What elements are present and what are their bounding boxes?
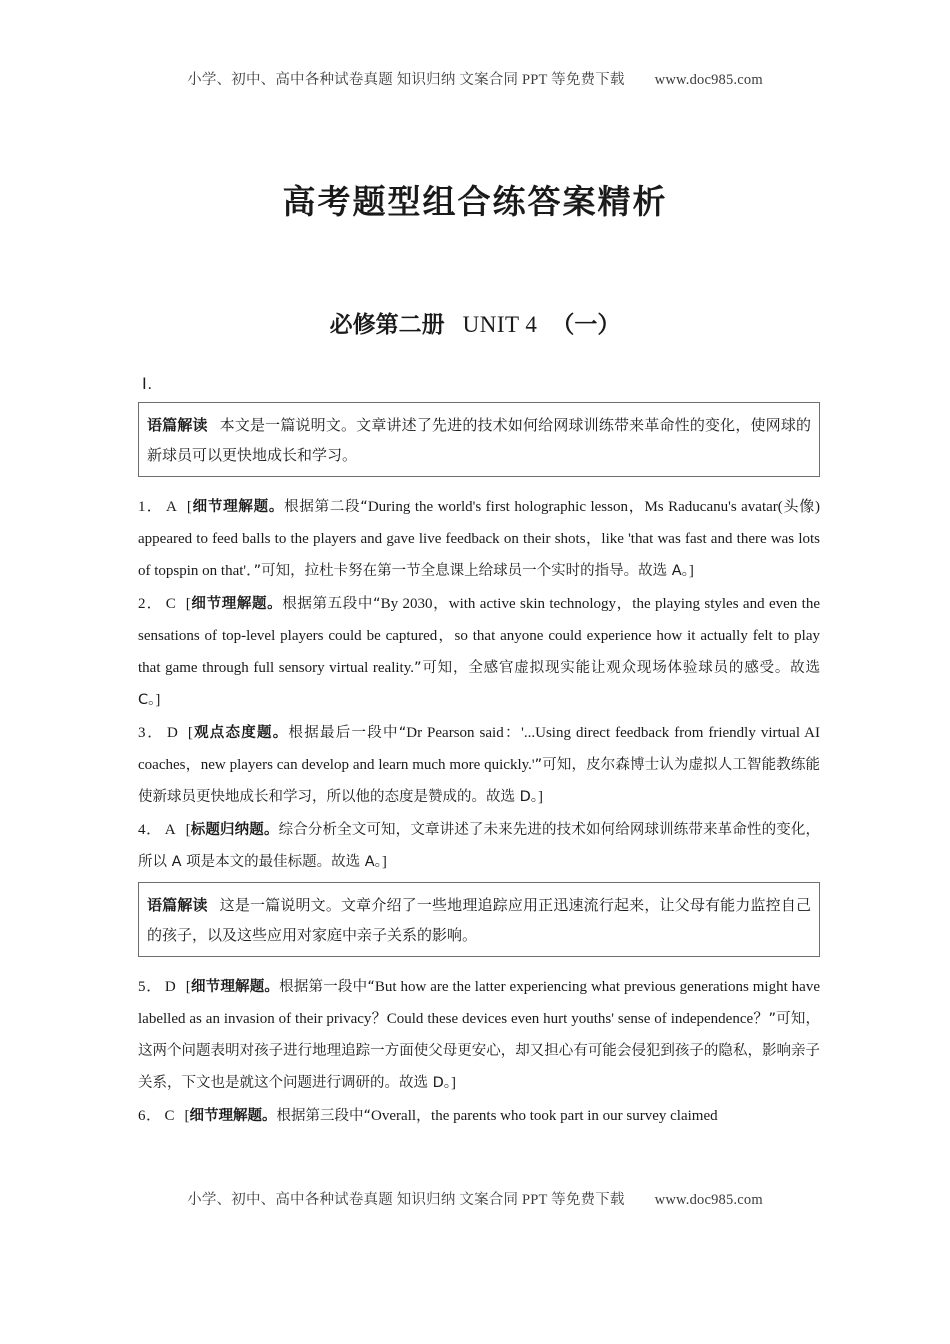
- answer-item: [138, 491, 820, 587]
- answer-analysis: 综合分析全文可知，文章讲述了未来先进的技术如何给网球训练带来革命性的变化，所以 A 项是本文的最佳标题。故选 A。: [138, 822, 821, 870]
- section-label: Ⅰ.: [142, 376, 153, 393]
- answer-number: 2．: [138, 596, 163, 612]
- gist-box: [138, 402, 820, 477]
- answer-item: [138, 717, 820, 813]
- answer-bracket-close: ]: [538, 789, 544, 805]
- answer-lead: 根据第二段“: [284, 499, 368, 515]
- answer-number: 5．: [138, 979, 162, 995]
- answer-analysis: 可知，拉杜卡努在第一节全息课上给球员一个实时的指导。故选 A。: [261, 563, 689, 579]
- answer-choice: A: [164, 822, 176, 838]
- answer-choice: D: [164, 979, 176, 995]
- answer-type: 细节理解题。: [189, 1108, 277, 1124]
- watermark-footer: [0, 1188, 950, 1209]
- answer-bracket-open: [: [185, 979, 191, 995]
- answer-choice: C: [164, 1108, 175, 1124]
- answer-item: [138, 588, 820, 716]
- answer-bracket-close: ]: [688, 563, 694, 579]
- answer-item: [138, 1100, 820, 1132]
- answer-quote-close: ”: [414, 660, 422, 676]
- answers-content: [138, 374, 820, 1133]
- subtitle-seq: （一）: [551, 311, 621, 338]
- answer-lead: 根据第五段中“: [282, 596, 381, 612]
- watermark-footer-text: 小学、初中、高中各种试卷真题 知识归纳 文案合同 PPT 等免费下载: [187, 1192, 625, 1208]
- answer-type: 细节理解题。: [190, 596, 283, 612]
- answer-quote: By 2030，with active skin technology，the playing styles and even the sensations of top-level players could be captured，so that anyone could experience how it actually felt to play that game through full sensory virtual reality.: [138, 596, 821, 676]
- watermark-header-text: 小学、初中、高中各种试卷真题 知识归纳 文案合同 PPT 等免费下载: [187, 72, 625, 88]
- answer-quote: Overall，the parents who took part in our survey claimed: [371, 1108, 718, 1124]
- answer-quote-close: ”: [253, 563, 262, 579]
- answer-lead: 根据第一段中“: [279, 979, 375, 995]
- answer-lead: 根据第三段中“: [276, 1108, 372, 1124]
- answer-bracket-close: ]: [381, 854, 387, 870]
- answer-analysis: 可知，皮尔森博士认为虚拟人工智能教练能使新球员更快地成长和学习，所以他的态度是赞成的。故选 D。: [138, 757, 821, 805]
- answer-choice: D: [166, 725, 178, 741]
- subtitle-book: 必修第二册: [329, 311, 445, 338]
- answer-number: 3．: [138, 725, 164, 741]
- watermark-header-site: www.doc985.com: [654, 72, 763, 88]
- answer-quote-close: ”: [768, 1011, 776, 1027]
- answer-quote-close: ”: [534, 757, 543, 773]
- subtitle-unit: UNIT 4: [462, 312, 538, 337]
- answer-item: [138, 814, 820, 878]
- answer-bracket-open: [: [185, 596, 191, 612]
- answer-type: 细节理解题。: [190, 979, 280, 995]
- answer-bracket-close: ]: [451, 1075, 457, 1091]
- answer-quote: But how are the latter experiencing what previous generations might have labelled as an invasion of their privacy？Could these devices even hurt youths' sense of independence？: [138, 979, 821, 1027]
- answer-number: 4．: [138, 822, 162, 838]
- watermark-header: [0, 68, 950, 89]
- answer-number: 6．: [138, 1108, 162, 1124]
- answer-bracket-close: ]: [155, 692, 161, 708]
- answer-item: [138, 971, 820, 1099]
- answer-analysis: 可知，这两个问题表明对孩子进行地理追踪一方面使父母更安心，却又担心有可能会侵犯到孩子的隐私，影响亲子关系，下文也是就这个问题进行调研的。故选 D。: [138, 1011, 820, 1091]
- answer-quote: Dr Pearson said：'...Using direct feedback from friendly virtual AI coaches，new players can develop and learn much more quickly.': [138, 725, 820, 773]
- answer-type: 观点态度题。: [192, 725, 289, 741]
- page-subtitle: [0, 306, 950, 339]
- answer-bracket-open: [: [187, 725, 193, 741]
- answer-lead: 根据最后一段中“: [288, 725, 407, 741]
- answer-quote: During the world's first holographic lesson，Ms Raducanu's avatar(头像) appeared to feed balls to the players and gave live feedback on their shots，like 'that was fast and there was lots of topspin on that'．: [138, 499, 821, 579]
- answer-bracket-open: [: [185, 822, 191, 838]
- gist-text: 这是一篇说明文。文章介绍了一些地理追踪应用正迅速流行起来，让父母有能力监控自己的孩子，以及这些应用对家庭中亲子关系的影响。: [147, 896, 811, 944]
- gist-label: 语篇解读: [147, 896, 208, 914]
- answer-choice: A: [166, 499, 177, 515]
- gist-box: [138, 882, 820, 957]
- answer-type: 细节理解题。: [191, 499, 285, 515]
- answer-analysis: 可知，全感官虚拟现实能让观众现场体验球员的感受。故选 C。: [138, 660, 820, 708]
- answer-type: 标题归纳题。: [190, 822, 279, 838]
- answer-choice: C: [165, 596, 176, 612]
- answer-bracket-open: [: [184, 1108, 190, 1124]
- answer-bracket-open: [: [186, 499, 192, 515]
- page-title: 高考题型组合练答案精析: [282, 182, 668, 221]
- answer-number: 1．: [138, 499, 163, 515]
- watermark-footer-site: www.doc985.com: [654, 1192, 763, 1208]
- gist-label: 语篇解读: [147, 416, 208, 434]
- gist-text: 本文是一篇说明文。文章讲述了先进的技术如何给网球训练带来革命性的变化，使网球的新球员可以更快地成长和学习。: [147, 416, 811, 464]
